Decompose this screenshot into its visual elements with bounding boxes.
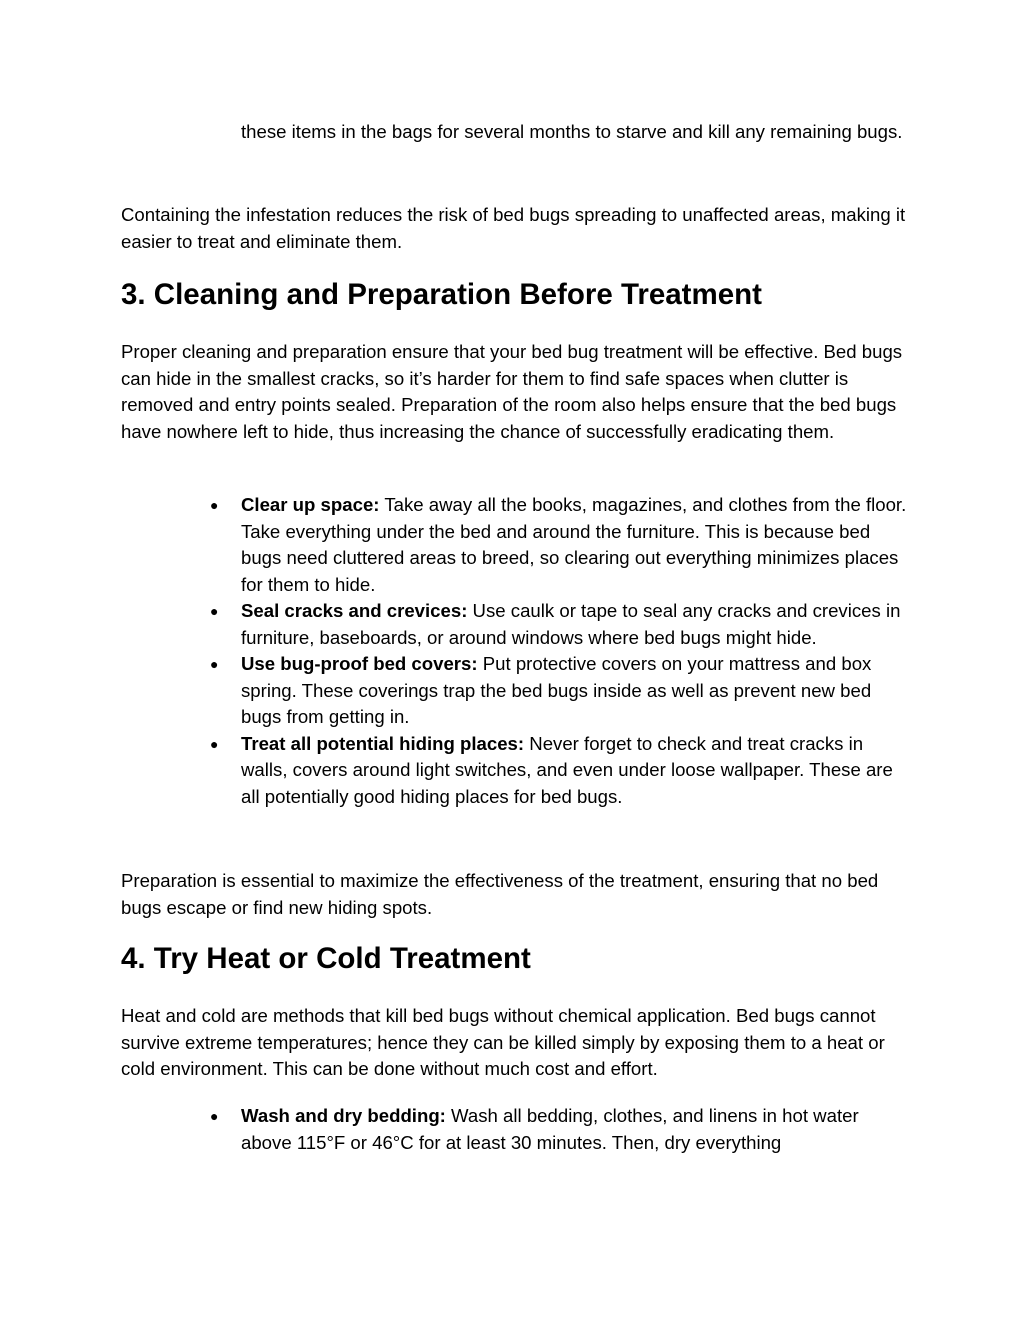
list-item — [210, 731, 911, 811]
section-3-outro: Preparation is essential to maximize the effectiveness of the treatment, ensuring that no bed bugs escape or find new hiding spots. — [121, 870, 879, 918]
list-item — [210, 1103, 911, 1156]
list-item-label: Clear up space: — [241, 494, 380, 515]
section-3-bullet-list — [210, 492, 911, 810]
bullet-icon: ● — [210, 735, 219, 752]
bullet-icon: ● — [210, 1108, 219, 1124]
section-4-heading: 4. Try Heat or Cold Treatment — [121, 942, 531, 975]
list-item-text: Take away all the books, magazines, and clothes from the floor. Take everything under the bed and around the furniture. This is because bed bugs need cluttered areas to breed, so clearing out everything minimizes places for them to hide. — [241, 494, 907, 595]
list-item — [210, 492, 911, 598]
list-item-label: Treat all potential hiding places: — [241, 732, 525, 754]
section-4-bullet-list — [210, 1103, 911, 1156]
bullet-icon: ● — [210, 603, 219, 619]
list-item-text: Wash all bedding, clothes, and linens in hot water above 115°F or 46°C for at least 30 minutes. Then, dry everything — [241, 1105, 859, 1153]
list-item-text: Put protective covers on your mattress and box spring. These coverings trap the bed bugs inside as well as prevent new bed bugs from getting in. — [241, 653, 872, 727]
list-item-text: Use caulk or tape to seal any cracks and crevices in furniture, baseboards, or around windows where bed bugs might hide. — [241, 600, 901, 648]
section-3-heading: 3. Cleaning and Preparation Before Treatment — [121, 278, 762, 311]
list-item-text: Never forget to check and treat cracks in walls, covers around light switches, and even under loose wallpaper. These are all potentially good hiding places for bed bugs. — [241, 732, 893, 807]
bullet-icon: ● — [210, 497, 219, 513]
section-3-intro: Proper cleaning and preparation ensure that your bed bug treatment will be effective. Bed bugs can hide in the smallest cracks, so it’s harder for them to find safe spaces when clutter is removed and entry points sealed. Preparation of the room also helps ensure that the bed bugs have nowhere left to hide, thus increasing the chance of successfully eradicating them. — [121, 341, 903, 442]
list-item — [210, 651, 911, 731]
list-item-label: Use bug-proof bed covers: — [241, 653, 478, 674]
section-4-intro: Heat and cold are methods that kill bed bugs without chemical application. Bed bugs cannot survive extreme temperatures; hence they can be killed simply by exposing them to a heat or cold environment. This can be done without much cost and effort. — [121, 1005, 885, 1079]
paragraph-containing: Containing the infestation reduces the risk of bed bugs spreading to unaffected areas, making it easier to treat and eliminate them. — [121, 204, 906, 252]
continuation-text: these items in the bags for several months to starve and kill any remaining bugs. — [241, 121, 903, 142]
list-item-label: Seal cracks and crevices: — [241, 600, 468, 621]
bullet-icon: ● — [210, 656, 219, 672]
list-item-label: Wash and dry bedding: — [241, 1105, 446, 1126]
list-item — [210, 598, 911, 651]
